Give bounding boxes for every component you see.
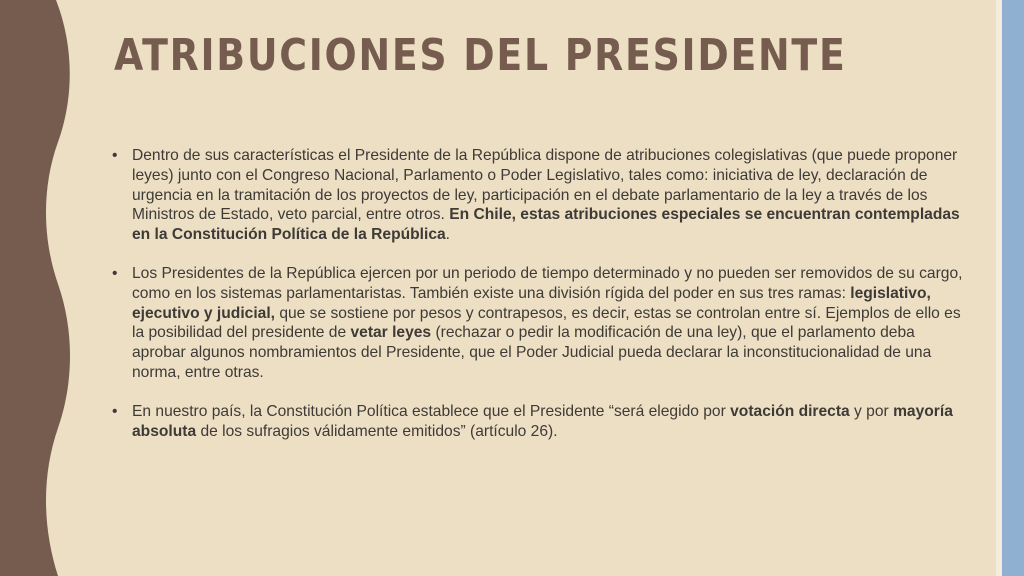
bullet-text: Dentro de sus características el Presidente de la República dispone de atribuciones colegislativas (que puede proponer leyes) junto con el Congreso Nacional, Parlamento o Poder Legislativo, tales como: iniciativa de ley, declaración de urgencia en la tramitación de los proyectos de ley, participación en el debate parlamentario de la ley a través de los Ministros de Estado, veto parcial, entre otros. En Chile, estas atribuciones especiales se encuentran contempladas en la Constitución Política de la República. <box>132 147 960 244</box>
left-wavy-border <box>0 0 80 576</box>
bullet-list <box>112 146 964 460</box>
bullet-text: Los Presidentes de la República ejercen por un periodo de tiempo determinado y no pueden ser removidos de su cargo, como en los sistemas parlamentaristas. También existe una división rígida del poder en sus tres ramas: legislativo, ejecutivo y judicial, que se sostiene por pesos y contrapesos, es decir, estas se controlan entre sí. Ejemplos de ello es la posibilidad del presidente de vetar leyes (rechazar o pedir la modificación de una ley), que el parlamento deba aprobar algunos nombramientos del Presidente, que el Poder Judicial pueda declarar la inconstitucionalidad de una norma, entre otras. <box>132 264 963 381</box>
bullet-marker: • <box>112 402 118 420</box>
bullet-text: En nuestro país, la Constitución Política establece que el Presidente “será elegido por votación directa y por mayoría absoluta de los sufragios válidamente emitidos” (artículo 26). <box>132 402 953 440</box>
bullet-item-2 <box>112 264 964 383</box>
emphasis-text: En Chile, estas atribuciones especiales se encuentran contempladas en la Constitución Política de la República <box>132 206 960 244</box>
slide-title: ATRIBUCIONES DEL PRESIDENTE <box>114 30 847 81</box>
emphasis-text: vetar leyes <box>350 324 432 342</box>
emphasis-text: votación directa <box>730 402 850 420</box>
right-blue-stripe <box>1002 0 1024 576</box>
emphasis-text: legislativo, ejecutivo y judicial, <box>132 284 931 322</box>
bullet-item-1 <box>112 146 964 245</box>
right-border <box>996 0 1024 576</box>
bullet-marker: • <box>112 264 118 282</box>
emphasis-text: mayoría absoluta <box>132 402 953 440</box>
bullet-item-3 <box>112 402 964 442</box>
bullet-marker: • <box>112 147 118 164</box>
